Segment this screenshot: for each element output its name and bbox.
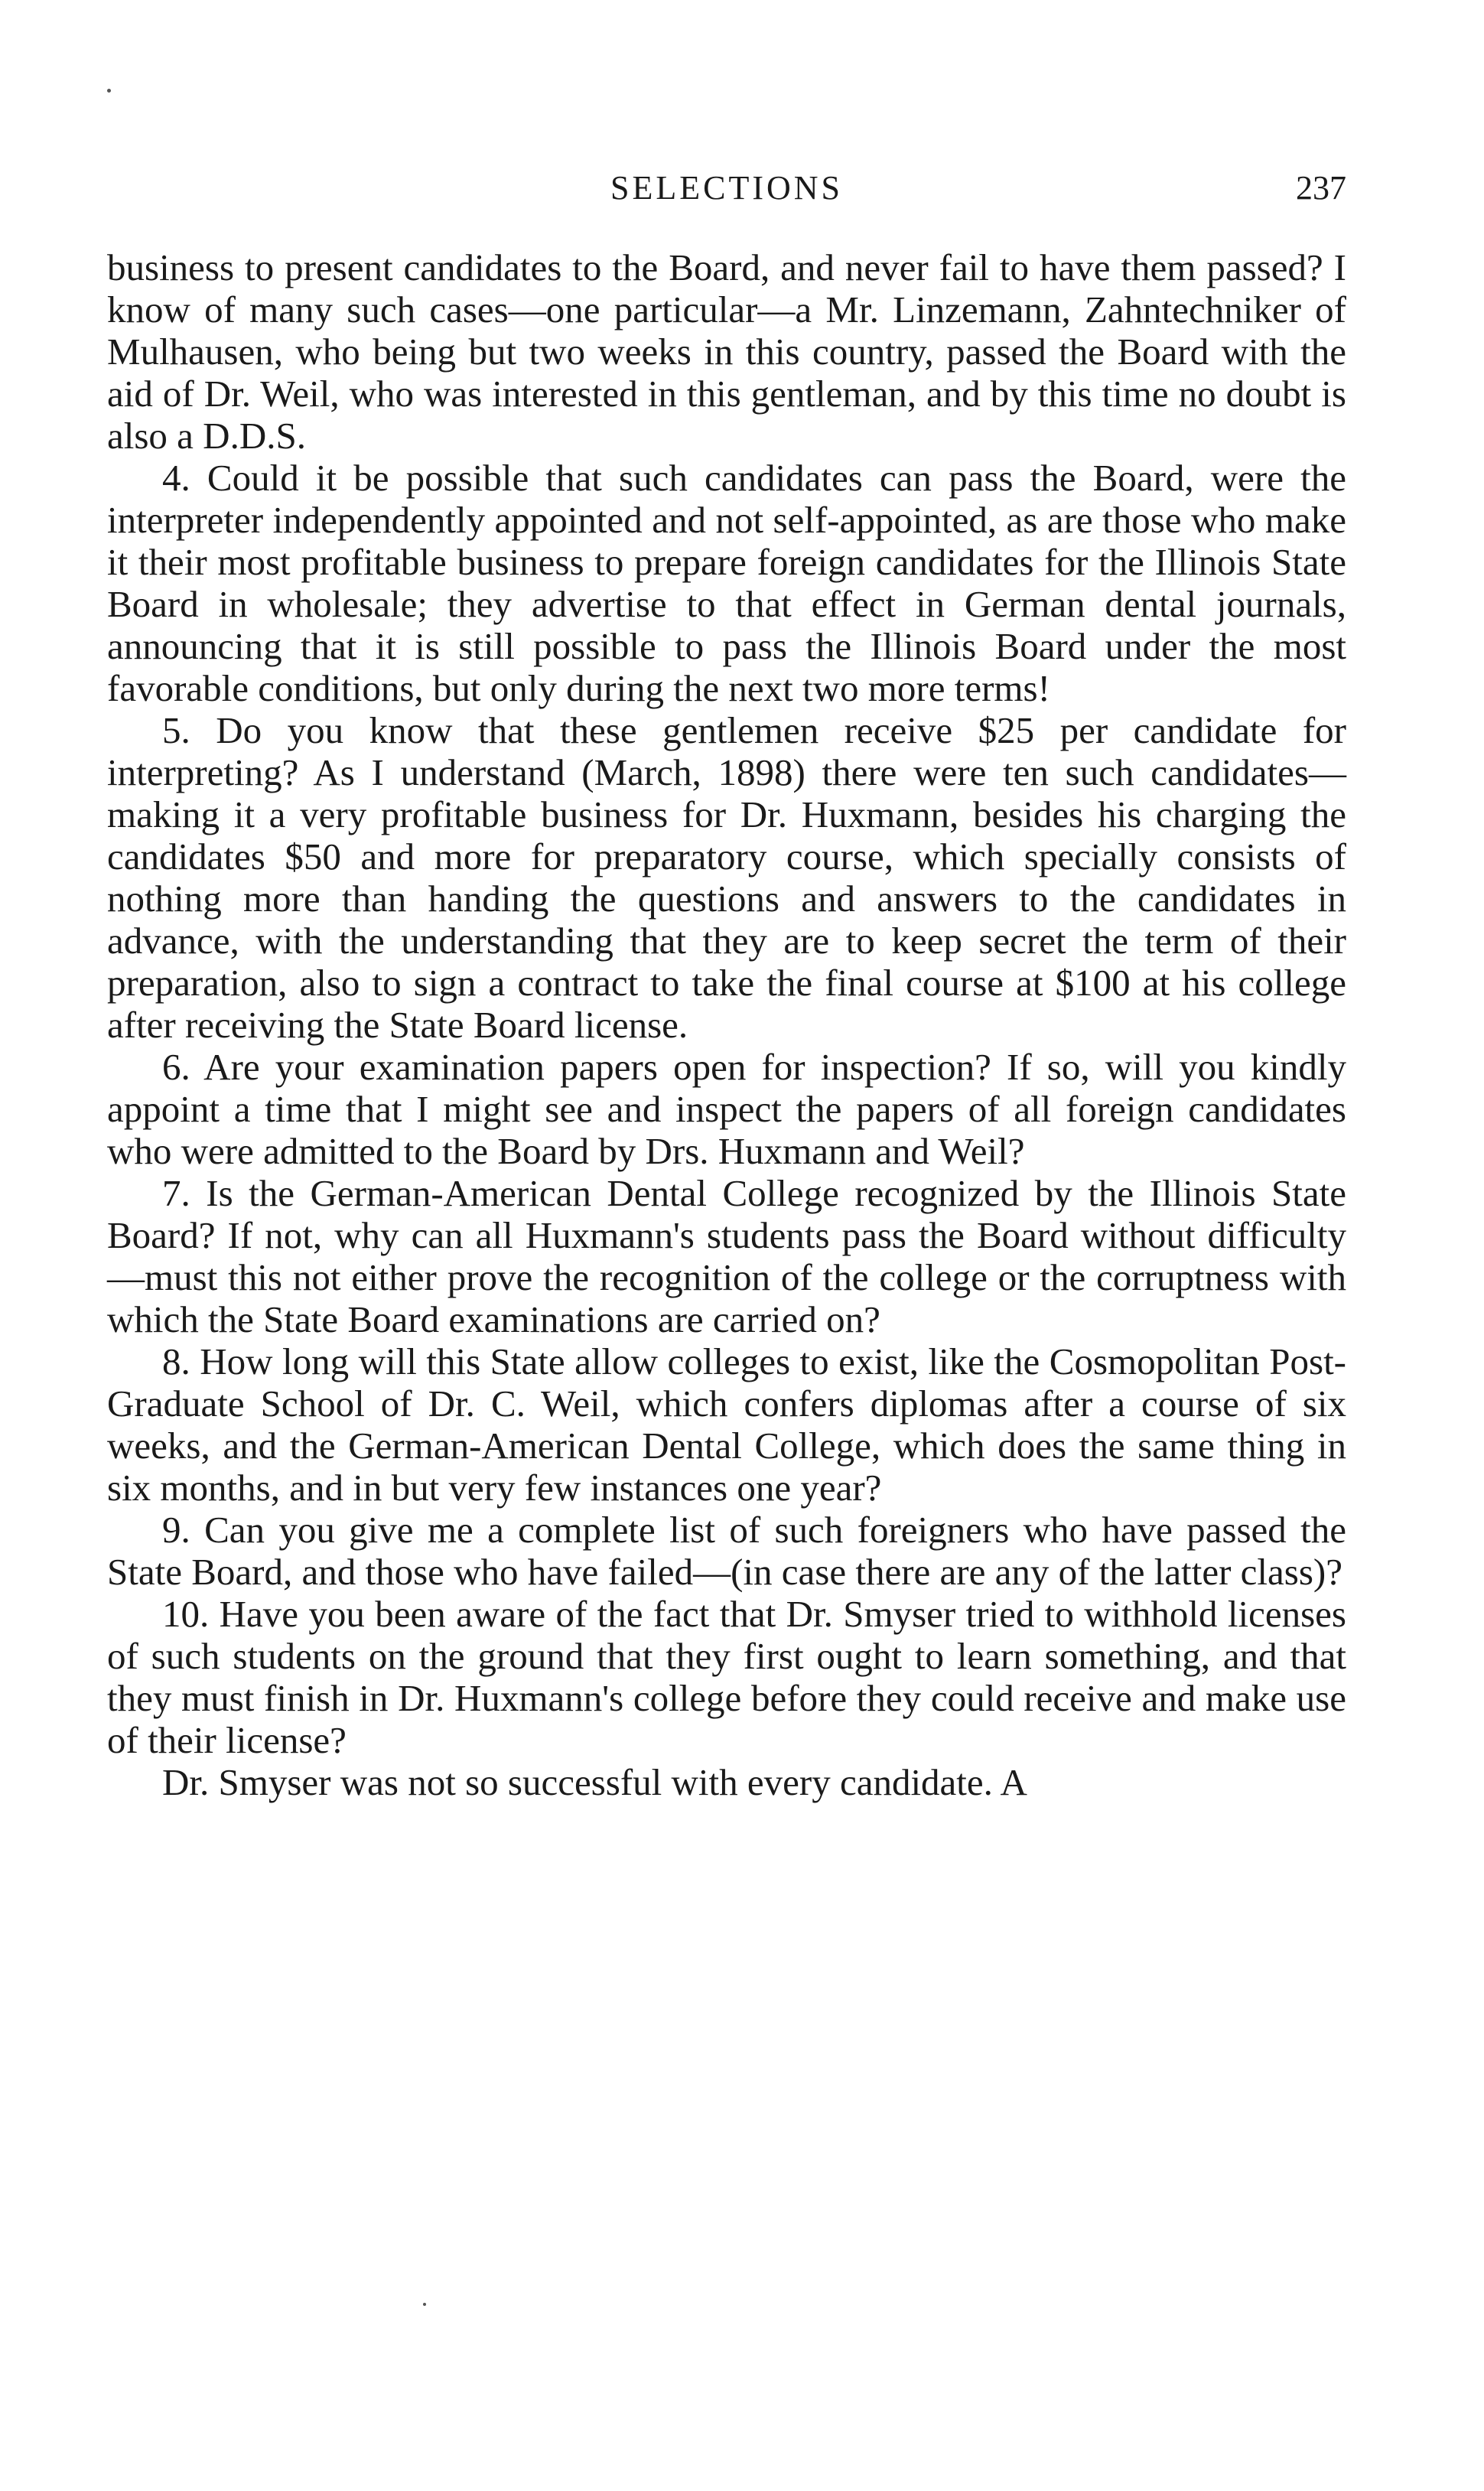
paragraph-question-6: 6. Are your examination papers open for inspection? If so, will you kindly appoint a time that I might see and inspect the papers of all foreign candidates who were admitted to the Board by Drs. Huxmann and Weil? (107, 1046, 1346, 1172)
paragraph-question-10: 10. Have you been aware of the fact that Dr. Smyser tried to withhold licenses of such students on the ground that they first ought to learn something, and that they must finish in Dr. Huxmann's college before they could receive and make use of their license? (107, 1593, 1346, 1761)
print-speck (423, 2303, 426, 2306)
paragraph-closing: Dr. Smyser was not so successful with every candidate. A (162, 1761, 1027, 1803)
paragraph-continuation: business to present candidates to the Board, and never fail to have them passed? I know of many such cases—one particular—a Mr. Linzemann, Zahntechniker of Mulhausen, who being but two weeks in this country, passed the Board with the aid of Dr. Weil, who was interested in this gentleman, and by this time no doubt is also a D.D.S. (107, 246, 1346, 457)
page-number: 237 (1296, 169, 1346, 207)
paragraph-question-9: 9. Can you give me a complete list of such foreigners who have passed the State Board, and those who have failed—(in case there are any of the latter class)? (107, 1509, 1346, 1593)
running-head: SELECTIONS (610, 169, 843, 207)
print-speck (107, 89, 111, 93)
page-header (107, 168, 1346, 214)
paragraph-question-4: 4. Could it be possible that such candidates can pass the Board, were the interpreter independently appointed and not self-appointed, as are those who make it their most profitable business to prepare foreign candidates for the Illinois State Board in wholesale; they advertise to that effect in German dental journals, announcing that it is still possible to pass the Illinois Board under the most favorable conditions, but only during the next two more terms! (107, 457, 1346, 709)
paragraph-question-8: 8. How long will this State allow colleges to exist, like the Cosmopolitan Post-Graduate School of Dr. C. Weil, which confers diplomas after a course of six weeks, and the German-American Dental College, which does the same thing in six months, and in but very few instances one year? (107, 1340, 1346, 1509)
paragraph-question-7: 7. Is the German-American Dental College recognized by the Illinois State Board? If not, why can all Huxmann's students pass the Board without difficulty—must this not either prove the recognition of the college or the corruptness with which the State Board examinations are carried on? (107, 1172, 1346, 1340)
paragraph-question-5: 5. Do you know that these gentlemen receive $25 per candidate for interpreting? As I understand (March, 1898) there were ten such candidates—making it a very profitable business for Dr. Huxmann, besides his charging the candidates $50 and more for preparatory course, which specially consists of nothing more than handing the questions and answers to the candidates in advance, with the understanding that they are to keep secret the term of their preparation, also to sign a contract to take the final course at $100 at his college after receiving the State Board license. (107, 709, 1346, 1046)
body-text (107, 246, 1346, 1803)
